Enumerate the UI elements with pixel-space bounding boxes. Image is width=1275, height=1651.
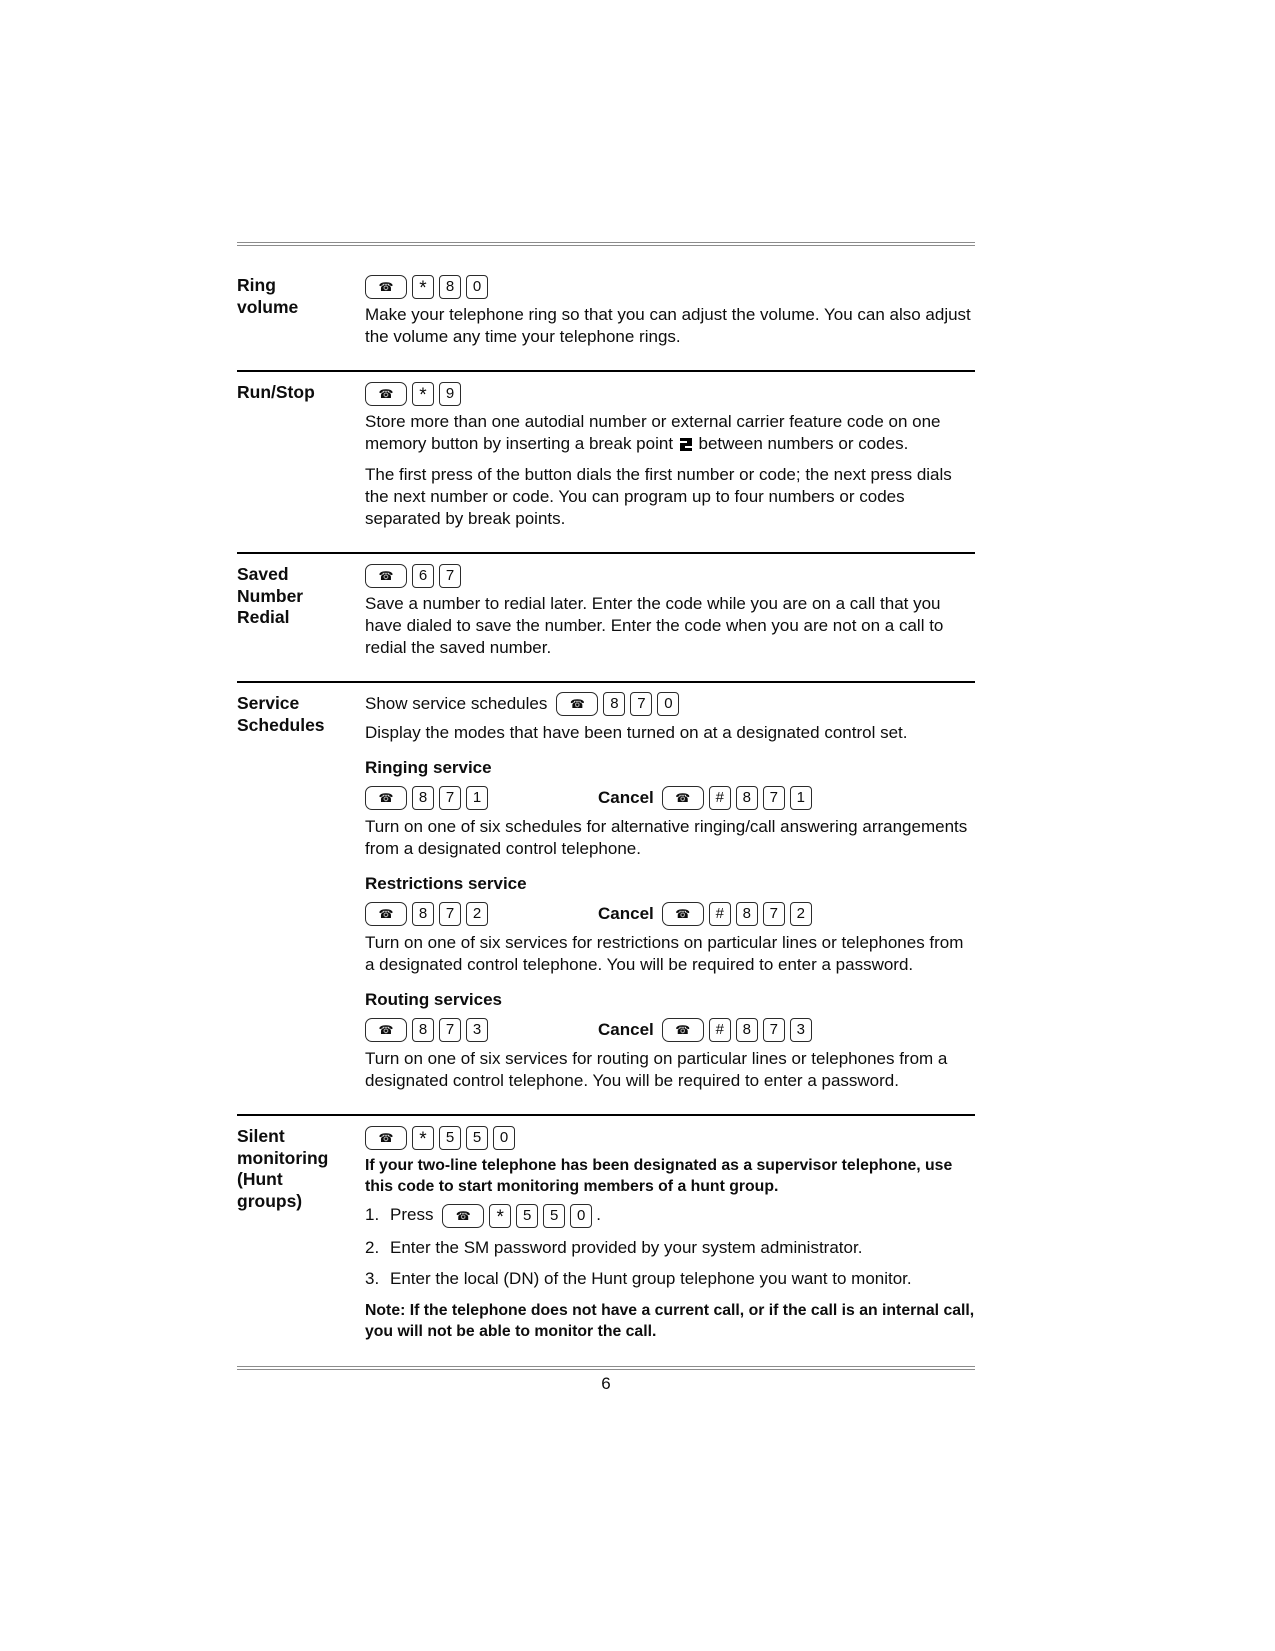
- section-label-line: Redial: [237, 607, 290, 627]
- section-label-line: groups): [237, 1190, 303, 1211]
- feature-key: [365, 1126, 407, 1150]
- section-label: [237, 272, 365, 357]
- paragraph-with-breakpoint: Store more than one autodial number or external carrier feature code on one memory button by inserting a break point between numbers or codes.: [365, 412, 941, 453]
- list-item-text: Press ☎ * 5 5 0 .: [390, 1205, 601, 1228]
- section-label-line: volume: [237, 296, 299, 317]
- subheading: Routing services: [365, 990, 502, 1009]
- hash-key: #: [709, 786, 731, 810]
- list-item-number: 1.: [365, 1205, 380, 1224]
- numbered-list: [365, 1204, 975, 1290]
- feature-key-icon: ☎: [455, 1209, 471, 1223]
- note-paragraph: Note: If the telephone does not have a current call, or if the call is an internal call, you will not be able to monitor the call.: [365, 1302, 975, 1340]
- feature-key-icon: ☎: [378, 280, 394, 294]
- digit-key-8: 8: [412, 1018, 434, 1042]
- cancel-label: Cancel: [598, 904, 654, 923]
- section-label-line: Silent: [237, 1126, 285, 1146]
- section-service-schedules: [237, 681, 975, 1114]
- digit-key-5: 5: [516, 1204, 538, 1228]
- feature-key: [662, 902, 704, 926]
- key-sequence: [662, 902, 812, 926]
- digit-key-9: 9: [439, 382, 461, 406]
- key-sequence: [365, 1018, 488, 1042]
- section-saved-number-redial: [237, 552, 975, 681]
- digit-key-8: 8: [439, 275, 461, 299]
- feature-key-icon: ☎: [675, 1023, 691, 1037]
- feature-key: [365, 275, 407, 299]
- section-label: [237, 690, 365, 1101]
- digit-key-5: 5: [466, 1126, 488, 1150]
- digit-key-0: 0: [657, 692, 679, 716]
- digit-key-3: 3: [466, 1018, 488, 1042]
- feature-key: [662, 1018, 704, 1042]
- list-item: [365, 1237, 975, 1259]
- section-silent-monitoring: [237, 1114, 975, 1355]
- digit-key-8: 8: [412, 786, 434, 810]
- digit-key-5: 5: [439, 1126, 461, 1150]
- key-sequence: [365, 902, 488, 926]
- feature-key: [365, 786, 407, 810]
- section-label-line: (Hunt: [237, 1169, 283, 1189]
- cancel-label: Cancel: [598, 1020, 654, 1039]
- keys-row: [365, 274, 975, 300]
- feature-key-icon: ☎: [378, 569, 394, 583]
- feature-key: [662, 786, 704, 810]
- section-label: [237, 1123, 365, 1342]
- key-sequence: [662, 786, 812, 810]
- digit-key-8: 8: [412, 902, 434, 926]
- key-sequence: [365, 275, 488, 299]
- paragraph: The first press of the button dials the first number or code; the next press dials the next number or code. You can program up to four numbers or codes separated by break points.: [365, 465, 952, 528]
- section-label: [237, 561, 365, 668]
- digit-key-8: 8: [736, 1018, 758, 1042]
- keys-row: [365, 381, 975, 407]
- break-point-icon: [680, 438, 692, 451]
- paragraph: Make your telephone ring so that you can adjust the volume. You can also adjust the volume any time your telephone rings.: [365, 305, 971, 346]
- key-sequence: [365, 382, 461, 406]
- footer-rule: [237, 1366, 975, 1370]
- feature-key-icon: ☎: [378, 791, 394, 805]
- digit-key-7: 7: [630, 692, 652, 716]
- section-ring-volume: [237, 246, 975, 370]
- digit-key-8: 8: [736, 786, 758, 810]
- digit-key-5: 5: [543, 1204, 565, 1228]
- bold-paragraph: If your two-line telephone has been designated as a supervisor telephone, use this code to start monitoring members of a hunt group.: [365, 1157, 953, 1195]
- section-label-line: Run/Stop: [237, 382, 315, 402]
- page-content: [237, 242, 975, 1355]
- section-label-line: Ring: [237, 275, 276, 295]
- star-key: *: [489, 1204, 511, 1228]
- section-label-line: Service: [237, 693, 300, 713]
- key-sequence: [662, 1018, 812, 1042]
- list-item-number: 2.: [365, 1238, 380, 1257]
- key-sequence: [365, 1126, 515, 1150]
- feature-key-icon: ☎: [378, 1131, 394, 1145]
- digit-key-7: 7: [439, 1018, 461, 1042]
- feature-key: [556, 692, 598, 716]
- key-sequence: [365, 564, 461, 588]
- cancel-group: [598, 902, 812, 926]
- list-item-text: Enter the SM password provided by your system administrator.: [390, 1238, 863, 1257]
- feature-key-icon: ☎: [378, 1023, 394, 1037]
- keys-cancel-row: [365, 1017, 975, 1043]
- feature-key: [442, 1204, 484, 1228]
- paragraph: Display the modes that have been turned on at a designated control set.: [365, 723, 908, 742]
- text-before-keys: Show service schedules: [365, 694, 548, 713]
- digit-key-0: 0: [570, 1204, 592, 1228]
- section-body: [365, 561, 975, 668]
- digit-key-2: 2: [466, 902, 488, 926]
- digit-key-7: 7: [763, 786, 785, 810]
- text-with-keys: [365, 692, 975, 716]
- list-item-number: 3.: [365, 1269, 380, 1288]
- list-item: [365, 1204, 975, 1228]
- digit-key-0: 0: [493, 1126, 515, 1150]
- hash-key: #: [709, 902, 731, 926]
- keys-row: [365, 563, 975, 589]
- digit-key-7: 7: [763, 1018, 785, 1042]
- feature-key-icon: ☎: [675, 791, 691, 805]
- digit-key-3: 3: [790, 1018, 812, 1042]
- digit-key-7: 7: [439, 902, 461, 926]
- page-number: 6: [601, 1374, 611, 1393]
- digit-key-8: 8: [603, 692, 625, 716]
- page-footer: [237, 1366, 975, 1394]
- subheading: Ringing service: [365, 758, 492, 777]
- feature-key: [365, 564, 407, 588]
- feature-key: [365, 1018, 407, 1042]
- section-body: [365, 272, 975, 357]
- digit-key-7: 7: [763, 902, 785, 926]
- section-body: [365, 690, 975, 1101]
- section-label: [237, 379, 365, 539]
- section-label-line: monitoring: [237, 1147, 329, 1168]
- digit-key-7: 7: [439, 564, 461, 588]
- paragraph: Save a number to redial later. Enter the code while you are on a call that you have dialed to save the number. Enter the code when you are not on a call to redial the saved number.: [365, 594, 944, 657]
- paragraph: Turn on one of six schedules for alternative ringing/call answering arrangements from a designated control telephone.: [365, 817, 968, 858]
- digit-key-1: 1: [466, 786, 488, 810]
- section-run-stop: [237, 370, 975, 552]
- digit-key-6: 6: [412, 564, 434, 588]
- feature-key: [365, 382, 407, 406]
- digit-key-0: 0: [466, 275, 488, 299]
- digit-key-2: 2: [790, 902, 812, 926]
- key-sequence: [556, 692, 679, 716]
- cancel-group: [598, 1018, 812, 1042]
- digit-key-7: 7: [439, 786, 461, 810]
- digit-key-8: 8: [736, 902, 758, 926]
- key-sequence: [442, 1204, 592, 1228]
- cancel-group: [598, 786, 812, 810]
- list-item: [365, 1268, 975, 1290]
- key-sequence: [365, 786, 488, 810]
- keys-cancel-row: [365, 785, 975, 811]
- feature-key-icon: ☎: [569, 697, 585, 711]
- section-body: [365, 379, 975, 539]
- section-body: [365, 1123, 975, 1342]
- keys-cancel-row: [365, 901, 975, 927]
- section-label-line: Number: [237, 585, 304, 606]
- star-key: *: [412, 382, 434, 406]
- list-item-text: Enter the local (DN) of the Hunt group telephone you want to monitor.: [390, 1269, 912, 1288]
- feature-key: [365, 902, 407, 926]
- feature-table: [237, 246, 975, 1355]
- section-label-line: Schedules: [237, 714, 325, 735]
- paragraph: Turn on one of six services for restrictions on particular lines or telephones from a designated control telephone. You will be required to enter a password.: [365, 933, 964, 974]
- star-key: *: [412, 1126, 434, 1150]
- keys-row: [365, 1125, 975, 1151]
- subheading: Restrictions service: [365, 874, 527, 893]
- hash-key: #: [709, 1018, 731, 1042]
- feature-key-icon: ☎: [378, 907, 394, 921]
- feature-key-icon: ☎: [675, 907, 691, 921]
- paragraph: Turn on one of six services for routing on particular lines or telephones from a designated control telephone. You will be required to enter a password.: [365, 1049, 948, 1090]
- star-key: *: [412, 275, 434, 299]
- section-label-line: Saved: [237, 564, 289, 584]
- feature-key-icon: ☎: [378, 387, 394, 401]
- digit-key-1: 1: [790, 786, 812, 810]
- cancel-label: Cancel: [598, 788, 654, 807]
